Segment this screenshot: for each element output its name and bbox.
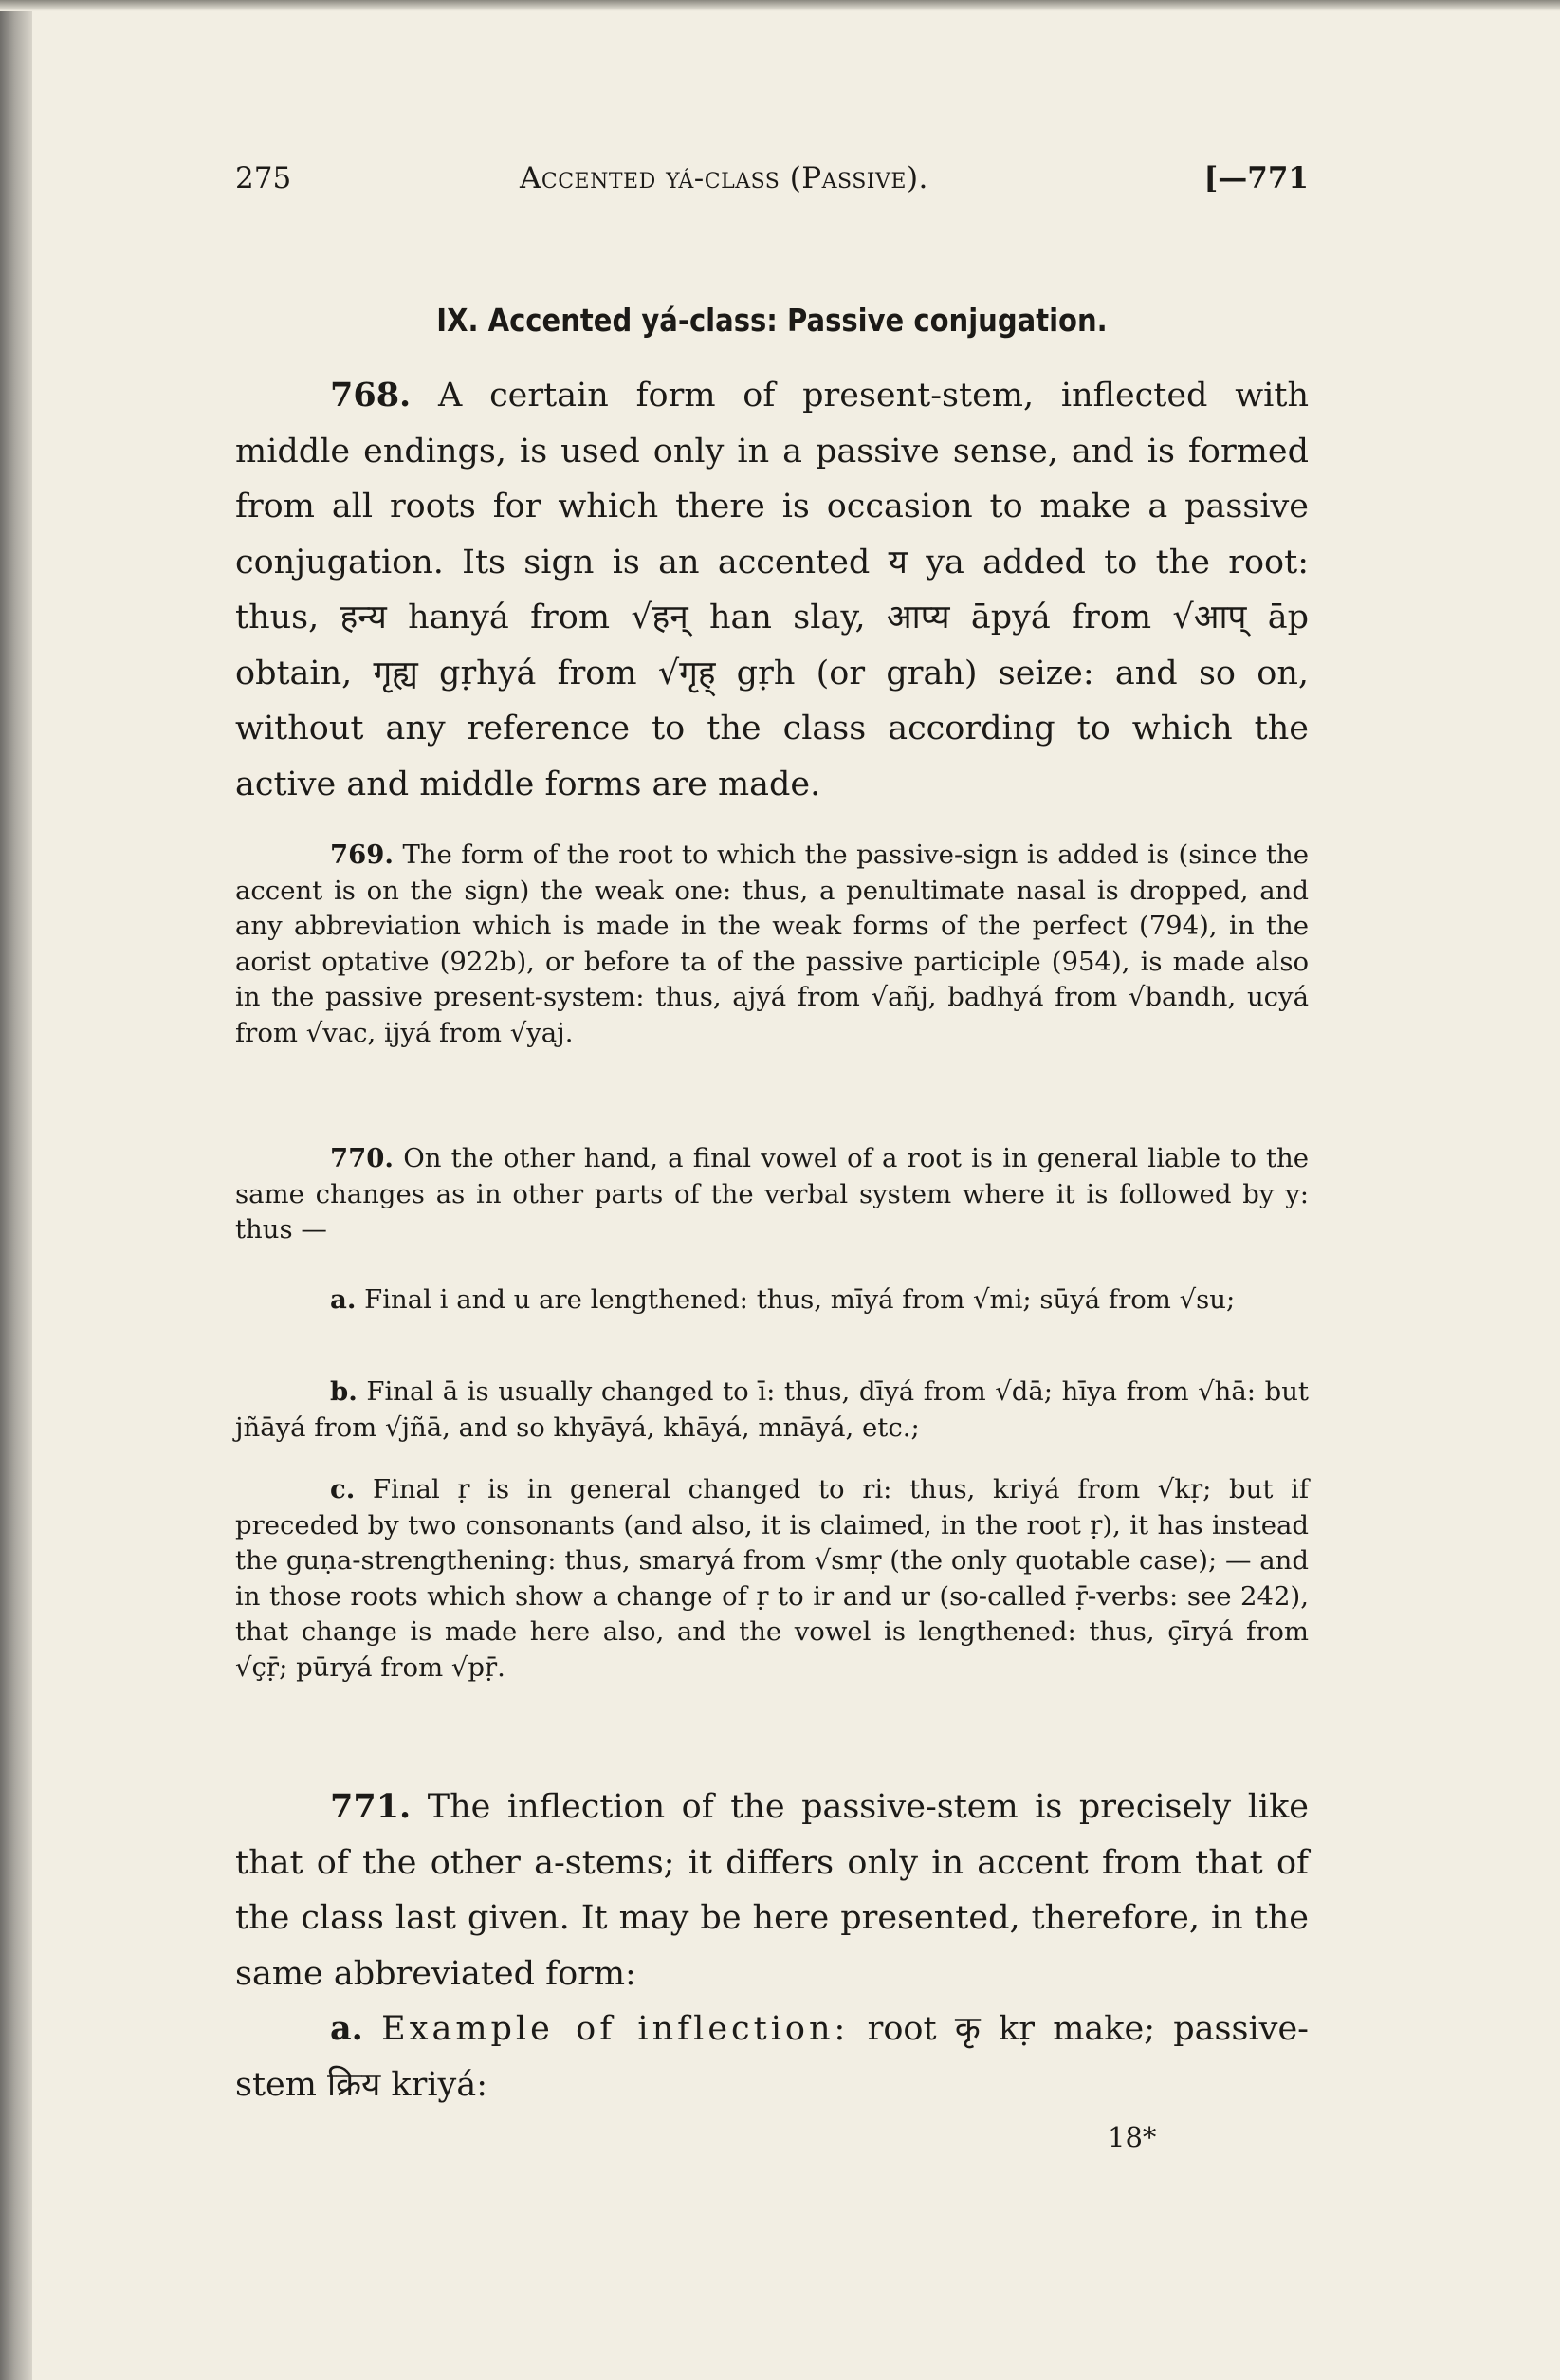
paragraph-text: The inflection of the passive-stem is precisely like that of the other a-stems; it differs only in accent from that of the class last given. It may be here presented, therefore, in the same abbreviated form: (235, 1788, 1309, 1993)
paragraph-text: root कृ kṛ make; passive-stem क्रिय kriyá: (235, 2010, 1309, 2104)
paragraph-number: 768. (330, 376, 412, 415)
paragraph-771a (235, 2002, 1309, 2112)
paragraph-text: Final ā is usually changed to ī: thus, dīyá from √dā; hīya from √hā: but jñāyá from √jñā, and so khyāyá, khāyá, mnāyá, etc.; (235, 1376, 1309, 1443)
paragraph-text: Final ṛ is in general changed to ri: thus, kriyá from √kṛ; but if preceded by two consonants (and also, it is claimed, in the root ṛ), it has instead the guṇa-strengthening: thus, smaryá from √smṛ (the only quotable case); — and in those roots which show a change of ṛ to ir and ur (so-called ṝ-verbs: see 242), that change is made here also, and the vowel is lengthened: thus, çīryá from √çṝ; pūryá from √pṝ. (235, 1474, 1309, 1683)
paragraph-number: 770. (330, 1143, 394, 1173)
paragraph-text: A certain form of present-stem, inflected with middle endings, is used only in a passive sense, and is formed from all roots for which there is occasion to make a passive conjugation. Its sign is an accented य ya added to the root: thus, हन्य hanyá from √हन् han slay, आप्य āpyá from √आप् āp obtain, गृह्य gṛhyá from √गृह् gṛh (or grah) seize: and so on, without any reference to the class according to which the active and middle forms are made. (235, 377, 1309, 803)
paragraph-number: b. (330, 1376, 358, 1407)
paragraph-768 (235, 368, 1309, 812)
paragraph-number: a. (330, 2009, 363, 2048)
paragraph-text: On the other hand, a final vowel of a root is in general liable to the same changes as in other parts of the verbal system where it is followed by y: thus — (235, 1143, 1309, 1245)
section-title: IX. Accented yá-class: Passive conjugation. (436, 302, 1108, 339)
paragraph-771 (235, 1780, 1309, 2002)
paragraph-770a (235, 1282, 1309, 1319)
section-range: [—771 (1203, 161, 1309, 195)
paragraph-770b (235, 1374, 1309, 1446)
signature-mark: 18* (1108, 2121, 1157, 2153)
paragraph-769 (235, 838, 1309, 1051)
paragraph-770c (235, 1472, 1309, 1686)
paragraph-770 (235, 1141, 1309, 1248)
running-head-title: Accented yá-class (Passive). (520, 161, 928, 195)
page-scan-top-edge (0, 0, 1560, 11)
paragraph-number: c. (330, 1474, 356, 1504)
paragraph-text: The form of the root to which the passive-sign is added is (since the accent is on the sign) the weak one: thus, a penultimate nasal is dropped, and any abbreviation which is made in the weak forms of the perfect (794), in the aorist optative (922b), or before ta of the passive participle (954), is made also in the passive present-system: thus, ajyá from √añj, badhyá from √bandh, ucyá from √vac, ijyá from √yaj. (235, 839, 1309, 1048)
page-scan-edge (0, 0, 32, 2380)
running-head (235, 159, 1309, 197)
paragraph-text: Final i and u are lengthened: thus, mīyá from √mi; sūyá from √su; (364, 1284, 1236, 1315)
paragraph-number: 771. (330, 1787, 412, 1826)
page-number: 275 (235, 161, 292, 195)
paragraph-number: 769. (330, 839, 394, 870)
paragraph-number: a. (330, 1284, 357, 1315)
paragraph-label: Example of inflection: (381, 2010, 850, 2048)
